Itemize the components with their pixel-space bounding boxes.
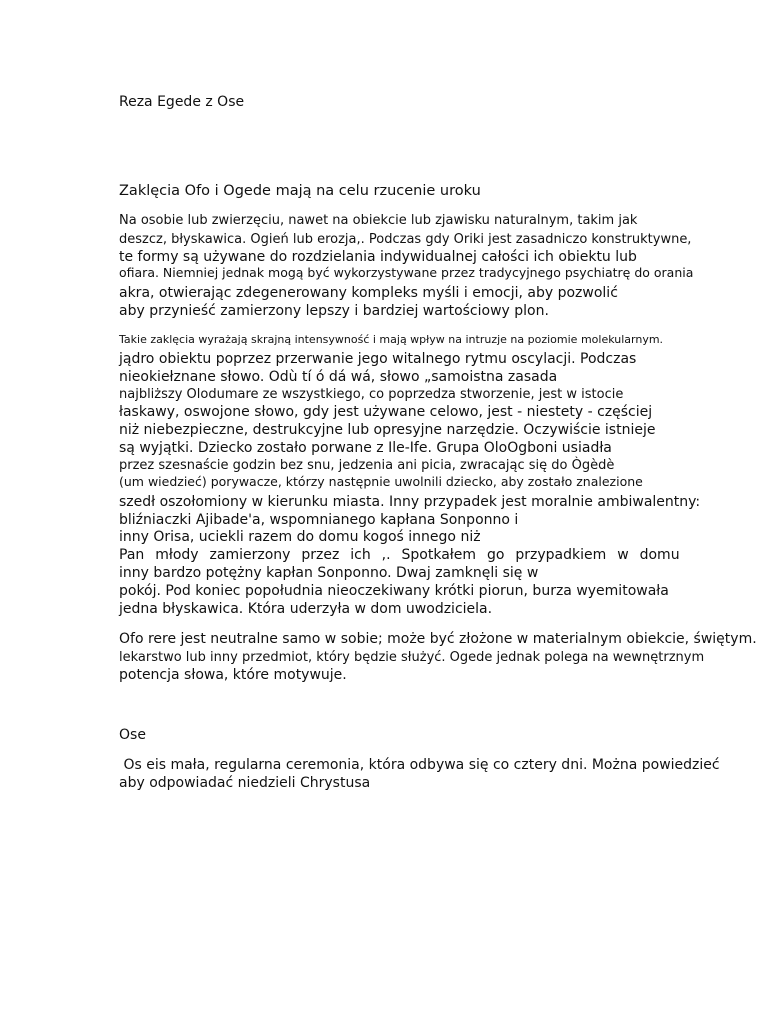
paragraph-line: (um wiedzieć) porywacze, którzy następnie uwolnili dziecko, aby zostało znalezione <box>119 474 643 489</box>
paragraph-line: Na osobie lub zwierzęciu, nawet na obiekcie lub zjawisku naturalnym, takim jak <box>119 213 638 228</box>
paragraph-line: lekarstwo lub inny przedmiot, który będzie służyć. Ogede jednak polega na wewnętrznym <box>119 650 705 665</box>
paragraph-line: najbliższy Olodumare ze wszystkiego, co poprzedza stworzenie, jest w istocie <box>119 387 624 402</box>
paragraph-line: pokój. Pod koniec popołudnia nieoczekiwany krótki piorun, burza wyemitowała <box>119 583 669 599</box>
paragraph-line: potencja słowa, które motywuje. <box>119 667 347 683</box>
paragraph-line: ofiara. Niemniej jednak mogą być wykorzystywane przez tradycyjnego psychiatrę do orania <box>119 265 694 280</box>
paragraph-line: nieokiełznane słowo. Odù tí ó dá wá, słowo „samoistna zasada <box>119 369 558 385</box>
paragraph-line: szedł oszołomiony w kierunku miasta. Inny przypadek jest moralnie ambiwalentny: <box>119 494 701 510</box>
paragraph-line: Ofo rere jest neutralne samo w sobie; może być złożone w materialnym obiekcie, świętym. <box>119 631 757 647</box>
paragraph-line: akra, otwierając zdegenerowany kompleks myśli i emocji, aby pozwolić <box>119 285 618 301</box>
paragraph-line: jądro obiektu poprzez przerwanie jego witalnego rytmu oscylacji. Podczas <box>119 351 637 367</box>
paragraph-line: Pan młody zamierzony przez ich ,. Spotkałem go przypadkiem w domu <box>119 547 680 563</box>
section-title-ose: Ose <box>119 727 146 743</box>
paragraph-line: bliźniaczki Ajibade'a, wspomnianego kapłana Sonponno i <box>119 512 519 528</box>
paragraph-line: deszcz, błyskawica. Ogień lub erozja,. Podczas gdy Oriki jest zasadniczo konstruktywne, <box>119 232 692 247</box>
paragraph-line: inny bardzo potężny kapłan Sonponno. Dwaj zamknęli się w <box>119 565 539 581</box>
paragraph-line: inny Orisa, uciekli razem do domu kogoś innego niż <box>119 529 481 545</box>
document-header: Reza Egede z Ose <box>119 94 245 110</box>
paragraph-line: jedna błyskawica. Która uderzyła w dom uwodziciela. <box>119 601 493 617</box>
paragraph-line: aby przynieść zamierzony lepszy i bardziej wartościowy plon. <box>119 303 549 319</box>
paragraph-line: niż niebezpieczne, destrukcyjne lub opresyjne narzędzie. Oczywiście istnieje <box>119 422 656 438</box>
paragraph-line: Takie zaklęcia wyrażają skrajną intensywność i mają wpływ na intruzje na poziomie molekularnym. <box>119 333 664 346</box>
paragraph-line: są wyjątki. Dziecko zostało porwane z Ile-Ife. Grupa OloOgboni usiadła <box>119 440 612 456</box>
paragraph-line: Os eis mała, regularna ceremonia, która odbywa się co cztery dni. Można powiedzieć <box>119 757 720 773</box>
paragraph-line: łaskawy, oswojone słowo, gdy jest używane celowo, jest - niestety - częściej <box>119 404 653 420</box>
paragraph-line: przez szesnaście godzin bez snu, jedzenia ani picia, zwracając się do Ògèdè <box>119 458 615 473</box>
paragraph-line: aby odpowiadać niedzieli Chrystusa <box>119 775 371 791</box>
paragraph-line: te formy są używane do rozdzielania indywidualnej całości ich obiektu lub <box>119 249 637 265</box>
section-title-zaklecia: Zaklęcia Ofo i Ogede mają na celu rzucenie uroku <box>119 183 481 199</box>
